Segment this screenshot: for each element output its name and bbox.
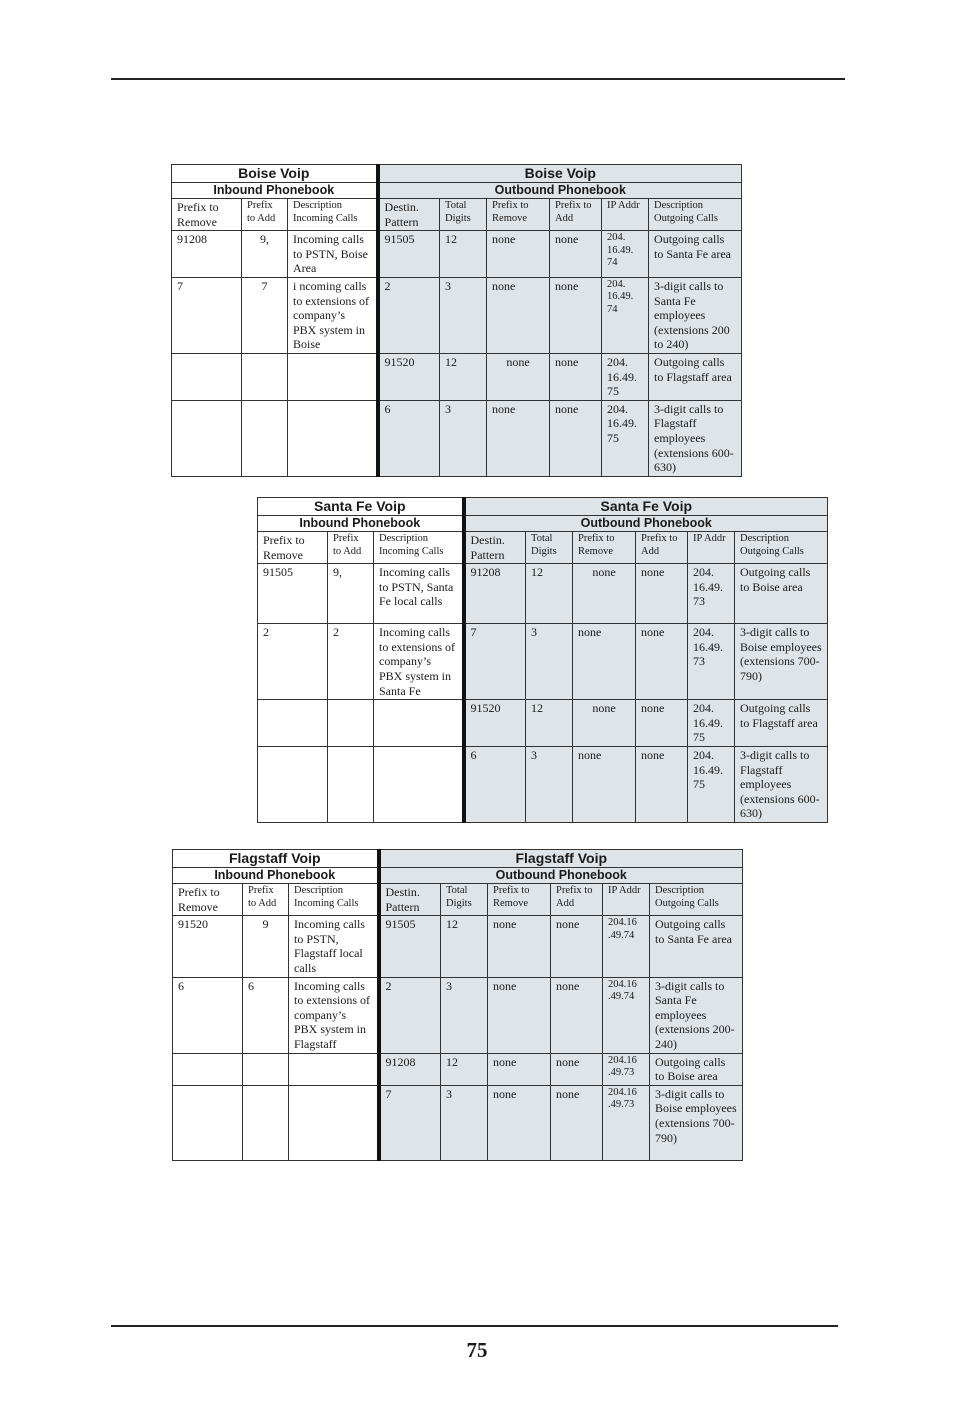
table-cell: 6 [464, 746, 526, 822]
table-cell: none [488, 1085, 551, 1160]
inbound-subtitle: Inbound Phonebook [258, 516, 464, 532]
table-cell: 204. 16.49. 75 [688, 700, 735, 747]
inbound-title: Santa Fe Voip [258, 498, 464, 516]
table-cell: 3-digit calls to Flagstaff employees (extensions 600-630) [649, 400, 742, 476]
table-cell: 3-digit calls to Flagstaff employees (extensions 600-630) [735, 746, 828, 822]
flagstaff-phonebook-table [172, 849, 743, 1161]
column-header: Description Incoming Calls [289, 884, 379, 916]
table-cell [258, 700, 328, 747]
column-header: Prefix to Remove [172, 199, 242, 231]
table-cell: 3 [441, 1085, 488, 1160]
column-header: Prefix to Add [636, 532, 688, 564]
table-cell: Outgoing calls to Boise area [735, 564, 828, 624]
table-cell: 12 [440, 231, 487, 278]
table-cell: 3 [440, 400, 487, 476]
table-row [173, 977, 743, 1053]
table-cell: none [487, 231, 550, 278]
table-cell: none [550, 353, 602, 400]
table-cell [243, 1053, 289, 1085]
table-cell [173, 1085, 243, 1160]
table-cell: 2 [258, 624, 328, 700]
table-cell: none [488, 977, 551, 1053]
column-header: Prefix to Remove [173, 884, 243, 916]
table-cell [289, 1085, 379, 1160]
column-header: Total Digits [526, 532, 573, 564]
inbound-title: Flagstaff Voip [173, 850, 379, 868]
table-cell [328, 700, 374, 747]
table-cell: 7 [172, 277, 242, 353]
table-cell: 204.16 .49.73 [603, 1085, 650, 1160]
column-header: Prefix to Add [243, 884, 289, 916]
table-cell: Outgoing calls to Santa Fe area [649, 231, 742, 278]
outbound-title: Flagstaff Voip [379, 850, 743, 868]
outbound-subtitle: Outbound Phonebook [464, 516, 828, 532]
table-cell: none [636, 700, 688, 747]
header-row [258, 532, 828, 564]
table-cell: none [573, 624, 636, 700]
table-cell: 7 [379, 1085, 441, 1160]
table-cell: none [551, 977, 603, 1053]
table-cell: 3 [440, 277, 487, 353]
table-cell [172, 400, 242, 476]
table-cell: Outgoing calls to Flagstaff area [649, 353, 742, 400]
column-header: Destin. Pattern [464, 532, 526, 564]
header-row [172, 199, 742, 231]
santa-fe-phonebook-table [257, 497, 828, 823]
column-header: Prefix to Remove [487, 199, 550, 231]
table-cell: none [573, 564, 636, 624]
table-cell: 91505 [258, 564, 328, 624]
table-cell: 204. 16.49. 75 [602, 353, 649, 400]
column-header: Description Outgoing Calls [650, 884, 743, 916]
table-cell [374, 746, 464, 822]
table-cell: 6 [173, 977, 243, 1053]
table-cell: 204.16 .49.74 [603, 916, 650, 977]
table-cell [289, 1053, 379, 1085]
table-cell [288, 400, 378, 476]
column-header: IP Addr [688, 532, 735, 564]
column-header: Prefix to Remove [573, 532, 636, 564]
table-cell: 204. 16.49. 75 [688, 746, 735, 822]
table-row [258, 564, 828, 624]
header-rule [111, 78, 845, 80]
table-cell: 3 [526, 624, 573, 700]
column-header: Prefix to Add [242, 199, 288, 231]
table-cell: none [487, 353, 550, 400]
table-cell: none [487, 400, 550, 476]
table-row [172, 231, 742, 278]
table-row [172, 400, 742, 476]
table-cell: 2 [378, 277, 440, 353]
column-header: Prefix to Add [551, 884, 603, 916]
table-cell: none [636, 624, 688, 700]
table-cell: none [551, 1053, 603, 1085]
table-cell [173, 1053, 243, 1085]
table-cell [242, 400, 288, 476]
table-cell [258, 746, 328, 822]
table-cell: 91208 [464, 564, 526, 624]
column-header: Prefix to Remove [258, 532, 328, 564]
table-cell: 204. 16.49. 74 [602, 231, 649, 278]
outbound-subtitle: Outbound Phonebook [378, 183, 742, 199]
table-cell: 91505 [379, 916, 441, 977]
column-header: Total Digits [440, 199, 487, 231]
table-cell: 3-digit calls to Boise employees (extensions 700-790) [650, 1085, 743, 1160]
column-header: IP Addr [603, 884, 650, 916]
table-cell: none [487, 277, 550, 353]
table-cell: Outgoing calls to Boise area [650, 1053, 743, 1085]
column-header: IP Addr [602, 199, 649, 231]
table-cell: 6 [243, 977, 289, 1053]
table-cell: 3 [526, 746, 573, 822]
page-number: 75 [466, 1338, 488, 1362]
table-cell: 204.16 .49.74 [603, 977, 650, 1053]
table-row [173, 1053, 743, 1085]
table-cell: Outgoing calls to Flagstaff area [735, 700, 828, 747]
table-cell: 3-digit calls to Santa Fe employees (extensions 200-240) [650, 977, 743, 1053]
column-header: Prefix to Remove [488, 884, 551, 916]
footer-rule [111, 1325, 838, 1327]
table-cell: 3-digit calls to Santa Fe employees (extensions 200 to 240) [649, 277, 742, 353]
table-cell: none [573, 700, 636, 747]
inbound-subtitle: Inbound Phonebook [173, 868, 379, 884]
table-cell: i ncoming calls to extensions of company’s PBX system in Boise [288, 277, 378, 353]
table-cell: none [550, 277, 602, 353]
table-row [258, 700, 828, 747]
table-cell [172, 353, 242, 400]
table-cell: 91520 [464, 700, 526, 747]
table-cell: Outgoing calls to Santa Fe area [650, 916, 743, 977]
table-cell: none [551, 1085, 603, 1160]
column-header: Prefix to Add [328, 532, 374, 564]
column-header: Prefix to Add [550, 199, 602, 231]
table-cell: 12 [441, 1053, 488, 1085]
table-cell: none [573, 746, 636, 822]
table-cell: 204. 16.49. 73 [688, 564, 735, 624]
table-cell: 204.16 .49.73 [603, 1053, 650, 1085]
table-cell: 12 [440, 353, 487, 400]
outbound-title: Boise Voip [378, 165, 742, 183]
table-row [258, 624, 828, 700]
table-row [173, 1085, 743, 1160]
table-cell: Incoming calls to PSTN, Flagstaff local calls [289, 916, 379, 977]
table-cell [242, 353, 288, 400]
table-cell: none [550, 400, 602, 476]
table-cell: none [636, 564, 688, 624]
table-cell: 91208 [172, 231, 242, 278]
outbound-subtitle: Outbound Phonebook [379, 868, 743, 884]
table-cell: Incoming calls to extensions of company’s PBX system in Santa Fe [374, 624, 464, 700]
table-cell: 91505 [378, 231, 440, 278]
table-cell: 9, [242, 231, 288, 278]
table-cell: 91520 [173, 916, 243, 977]
table-cell: 3 [441, 977, 488, 1053]
column-header: Description Outgoing Calls [735, 532, 828, 564]
inbound-subtitle: Inbound Phonebook [172, 183, 378, 199]
table-cell: none [550, 231, 602, 278]
table-cell [243, 1085, 289, 1160]
outbound-title: Santa Fe Voip [464, 498, 828, 516]
column-header: Description Outgoing Calls [649, 199, 742, 231]
table-cell: 2 [328, 624, 374, 700]
table-cell: none [488, 916, 551, 977]
table-cell: 204. 16.49. 73 [688, 624, 735, 700]
table-cell: Incoming calls to extensions of company’s PBX system in Flagstaff [289, 977, 379, 1053]
table-cell: 2 [379, 977, 441, 1053]
table-cell [328, 746, 374, 822]
table-cell: 9, [328, 564, 374, 624]
table-cell: 204. 16.49. 74 [602, 277, 649, 353]
column-header: Destin. Pattern [379, 884, 441, 916]
column-header: Destin. Pattern [378, 199, 440, 231]
table-cell: 91208 [379, 1053, 441, 1085]
table-row [172, 353, 742, 400]
table-cell: 3-digit calls to Boise employees (extensions 700-790) [735, 624, 828, 700]
column-header: Total Digits [441, 884, 488, 916]
table-cell [288, 353, 378, 400]
table-cell: none [636, 746, 688, 822]
table-cell: 12 [526, 564, 573, 624]
table-cell: 6 [378, 400, 440, 476]
table-cell: none [551, 916, 603, 977]
header-row [173, 884, 743, 916]
table-cell: 91520 [378, 353, 440, 400]
table-row [172, 277, 742, 353]
table-row [258, 746, 828, 822]
table-cell: 7 [242, 277, 288, 353]
column-header: Description Incoming Calls [374, 532, 464, 564]
column-header: Description Incoming Calls [288, 199, 378, 231]
inbound-title: Boise Voip [172, 165, 378, 183]
table-cell: none [488, 1053, 551, 1085]
table-row [173, 916, 743, 977]
table-cell: Incoming calls to PSTN, Santa Fe local calls [374, 564, 464, 624]
table-cell: 12 [526, 700, 573, 747]
table-cell [374, 700, 464, 747]
table-cell: Incoming calls to PSTN, Boise Area [288, 231, 378, 278]
table-cell: 12 [441, 916, 488, 977]
table-cell: 204. 16.49. 75 [602, 400, 649, 476]
table-cell: 7 [464, 624, 526, 700]
boise-phonebook-table [171, 164, 742, 477]
table-cell: 9 [243, 916, 289, 977]
